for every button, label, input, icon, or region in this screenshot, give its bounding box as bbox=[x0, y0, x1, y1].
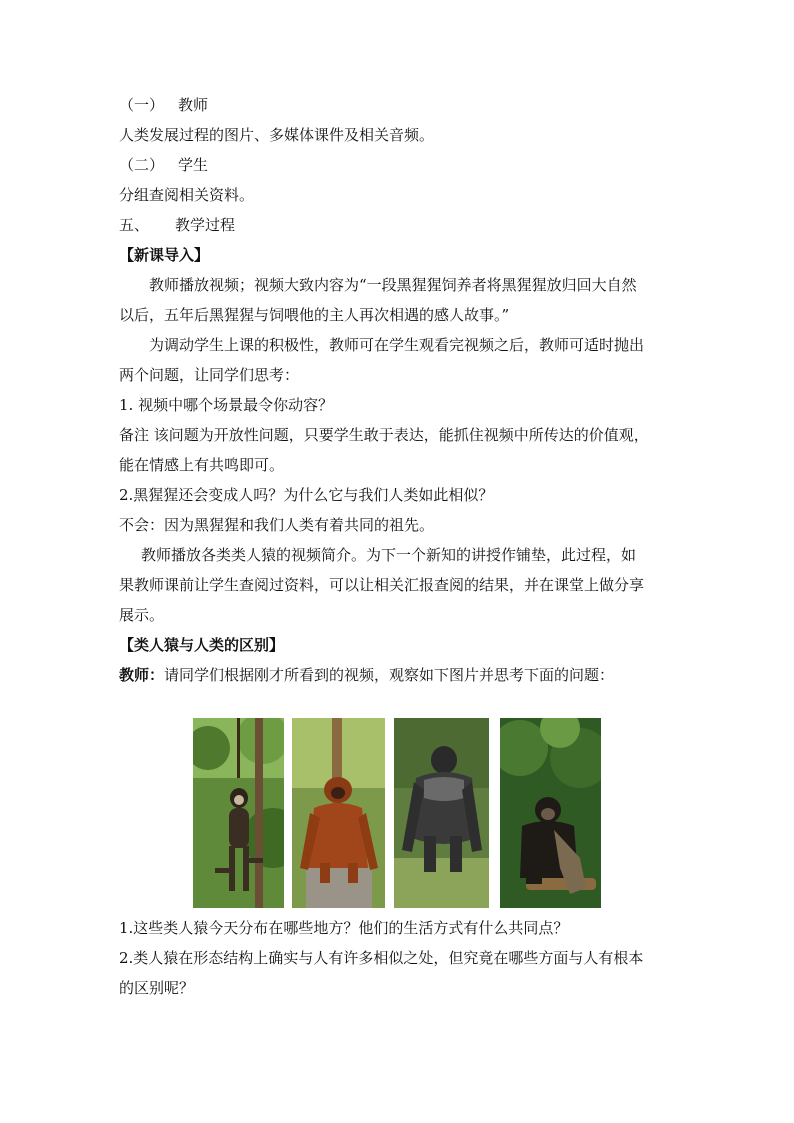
answer: 不会：因为黑猩猩和我们人类有着共同的祖先。 bbox=[119, 516, 435, 534]
question-2: 2.黑猩猩还会变成人吗？为什么它与我们人类如此相似？ bbox=[119, 486, 494, 504]
heading-teacher: （一） 教师 bbox=[119, 96, 209, 114]
paragraph: 两个问题，让同学们思考： bbox=[119, 366, 300, 384]
teacher-prompt: 教师：请同学们根据刚才所看到的视频，观察如下图片并思考下面的问题： bbox=[119, 666, 615, 684]
paragraph: 教师播放视频；视频大致内容为“一段黑猩猩饲养者将黑猩猩放归回大自然 bbox=[149, 276, 637, 294]
text-block-lower bbox=[119, 913, 679, 1003]
text-block-upper bbox=[119, 90, 679, 690]
paragraph: 人类发展过程的图片、多媒体课件及相关音频。 bbox=[119, 126, 435, 144]
paragraph: 能在情感上有共鸣即可。 bbox=[119, 456, 285, 474]
paragraph: 以后，五年后黑猩猩与饲喂他的主人再次相遇的感人故事。” bbox=[119, 306, 510, 324]
discussion-question-1: 1.这些类人猿今天分布在哪些地方？他们的生活方式有什么共同点？ bbox=[119, 919, 569, 937]
chimpanzee-image bbox=[500, 718, 601, 908]
discussion-question-2: 2.类人猿在形态结构上确实与人有许多相似之处，但究竟在哪些方面与人有根本 bbox=[119, 949, 644, 967]
orangutan-image bbox=[292, 718, 385, 908]
paragraph: 教师播放各类类人猿的视频简介。为下一个新知的讲授作铺垫，此过程，如 bbox=[141, 546, 637, 564]
ape-photo-strip bbox=[193, 718, 601, 908]
question-1: 1. 视频中哪个场景最令你动容？ bbox=[119, 396, 334, 414]
paragraph: 分组查阅相关资料。 bbox=[119, 186, 255, 204]
gorilla-image bbox=[394, 718, 489, 908]
paragraph: 为调动学生上课的积极性，教师可在学生观看完视频之后，教师可适时抛出 bbox=[149, 336, 645, 354]
heading-student: （二） 学生 bbox=[119, 156, 209, 174]
heading-process: 五、 教学过程 bbox=[119, 216, 236, 234]
paragraph: 果教师课前让学生查阅过资料，可以让相关汇报查阅的结果，并在课堂上做分享 bbox=[119, 576, 645, 594]
section-heading-difference: 【类人猿与人类的区别】 bbox=[119, 636, 285, 654]
section-heading-intro: 【新课导入】 bbox=[119, 246, 210, 264]
paragraph: 的区别呢？ bbox=[119, 979, 195, 997]
gibbon-image bbox=[193, 718, 284, 908]
paragraph: 展示。 bbox=[119, 606, 165, 624]
note: 备注 该问题为开放性问题，只要学生敢于表达，能抓住视频中所传达的价值观， bbox=[119, 426, 649, 444]
